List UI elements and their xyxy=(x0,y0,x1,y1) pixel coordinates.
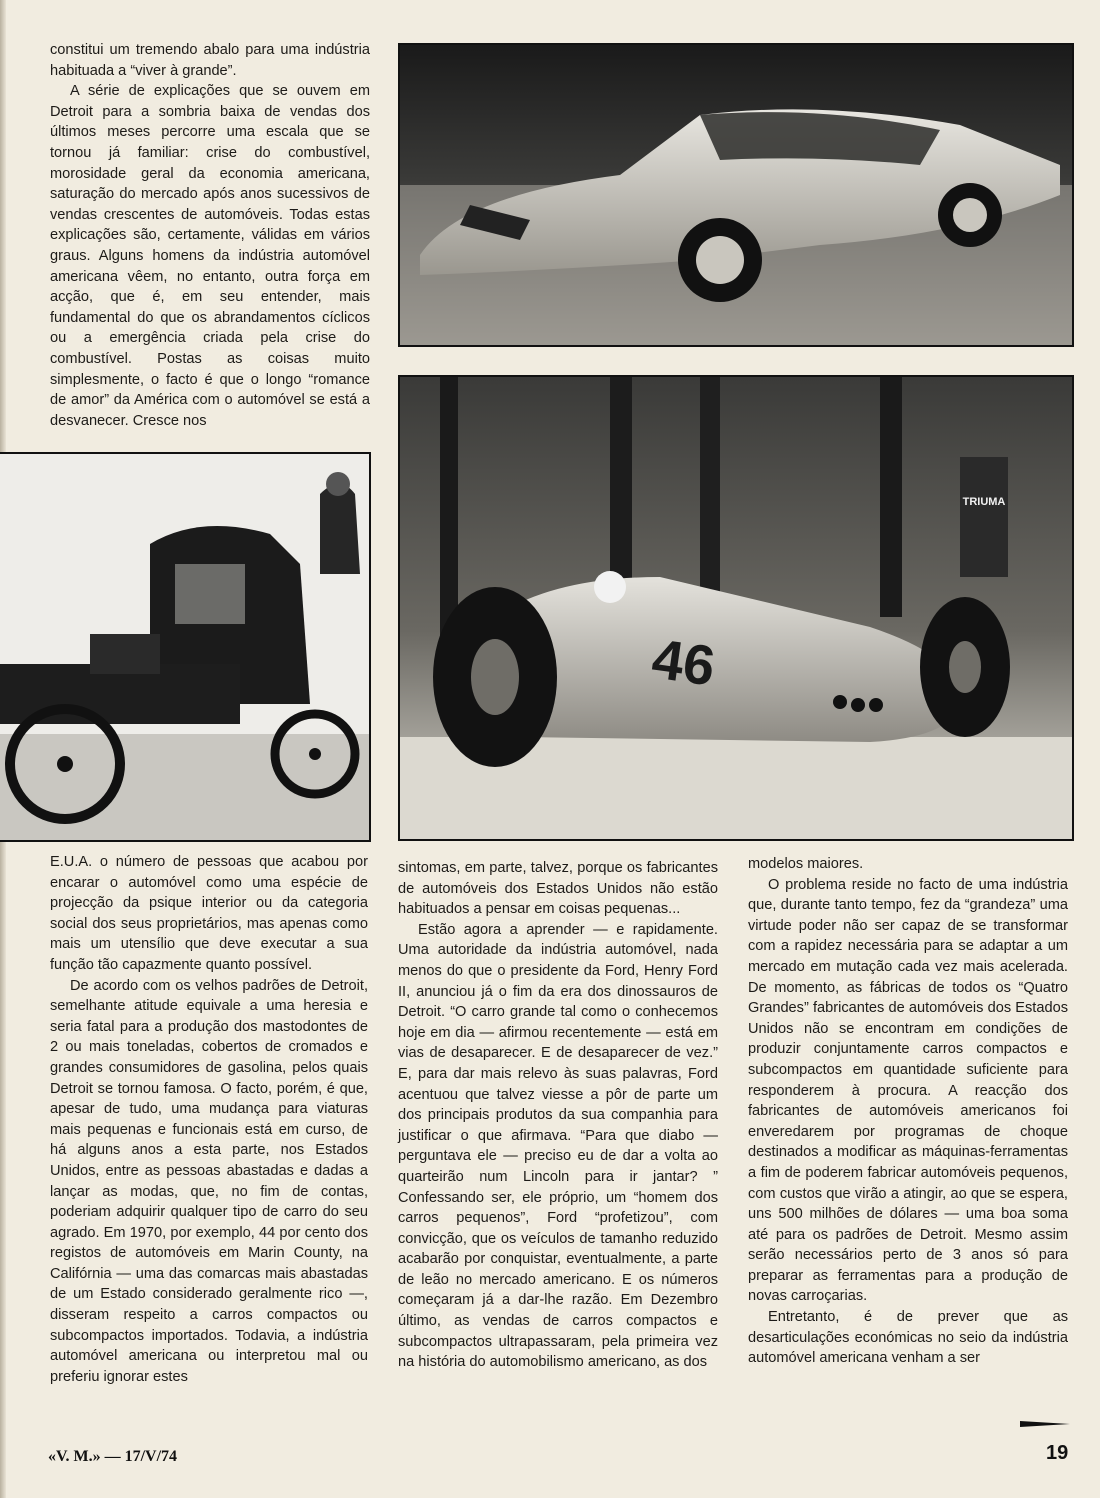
paragraph: O problema reside no facto de uma indústria que, durante tanto tempo, fez da “grandeza” uma virtude poder não ser capaz de se transformar com a rapidez necessária para se adaptar a um mercado em mutação cada vez mais acelerada. De momento, as fábricas de todos os “Quatro Grandes” fabricantes de automóveis dos Estados Unidos não se encontram em condições de produzir conjuntamente carros compactos e subcompactos em quantidade suficiente para responderem à procura. A reacção dos fabricantes de automóveis americanos foi enveredarem por programas de choque destinados a modificar as máquinas-ferramentas a fim de poderem fabricar automóveis pequenos, com custos que virão a atingir, ao que se espera, uns 500 milhões de dólares — uma boa soma até para os padrões de Detroit. Mesmo assim serão necessários perto de 3 anos só para preparar as ferramentas para a produção de novas carroçarias. xyxy=(748,876,1068,1305)
article-column-top-left xyxy=(50,40,370,431)
paragraph: Entretanto, é de prever que as desarticulações económicas no seio da indústria automóvel americana venham a ser xyxy=(748,1309,1068,1367)
paragraph: Estão agora a aprender — e rapidamente. Uma autoridade da indústria automóvel, nada menos do que o presidente da Ford, Henry Ford II, anunciou já o fim da era dos dinossauros de Detroit. “O carro grande tal como o conhecemos hoje em dia — afirmou recentemente — está em vias de desaparecer. E de desaparecer de vez.” E, para dar mais relevo às suas palavras, Ford acentuou que talvez viesse a pôr de parte um dos principais produtos da sua companhia para justificar o que afirmava. “Para que diabo — perguntava ele — preciso eu de dar a volta ao quarteirão num Lincoln para ir jantar? ” Confessando ser, ele próprio, um “homem dos carros pequenos”, Ford “profetizou”, com convicção, que os veículos de tamanho reduzido acabarão por conquistar, eventualmente, a parte de leão no mercado americano. E os números começaram já a dar-lhe razão. Em Dezembro último, as vendas de carros compactos e subcompactos ultrapassaram, pela primeira vez na história do automobilismo americano, as dos xyxy=(398,921,718,1371)
race-car-number: 46 xyxy=(648,626,719,698)
article-column-2 xyxy=(398,858,718,1373)
paragraph: A série de explicações que se ouvem em Detroit para a sombria baixa de vendas dos últimos meses percorre uma escala que se tornou já familiar: crise do combustível, morosidade geral da economia americana, saturação do mercado após anos sucessivos de vendas crescentes de automóveis. Todas estas explicações são, certamente, válidas em vários graus. Alguns homens da indústria automóvel americana vêem, no entanto, outra força em acção, que é, em seu entender, mais fundamental do que os abrandamentos cíclicos ou a emergência criada pela crise do combustível. Postas as coisas muito simplesmente, o facto é que o longo “romance de amor” da América com o automóvel se está a desvanecer. Cresce nos xyxy=(50,83,370,429)
paragraph: De acordo com os velhos padrões de Detroit, semelhante atitude equivale a uma heresia e seria fatal para a produção dos mastodontes de 2 ou mais toneladas, cobertos de cromados e grandes consumidores de gasolina, pelos quais Detroit se tornou famosa. O facto, porém, é que, apesar de tudo, uma mudança para viaturas mais pequenas e funcionais está em curso, de há alguns anos a esta parte, nos Estados Unidos, entre as pessoas abastadas e dadas a lançar as modas, que, no fim de contas, poderiam adquirir qualquer tipo de carro do seu agrado. Em 1970, por exemplo, 44 por cento dos registos de automóveis em Marin County, na Califórnia — uma das comarcas mais abastadas de um Estado considerado geralmente rico —, disseram respeito a carros compactos ou subcompactos importados. Todavia, a indústria automóvel americana ou interpretou mal ou preferiu ignorar estes xyxy=(50,977,368,1385)
paragraph: modelos maiores. xyxy=(748,856,864,872)
page-number: 19 xyxy=(1046,1442,1069,1464)
paragraph: sintomas, em parte, talvez, porque os fabricantes de automóveis dos Estados Unidos não estão habituados a pensar em coisas pequenas... xyxy=(398,860,718,918)
road-sign-text: TRIUMA xyxy=(962,496,1006,508)
article-column-3 xyxy=(748,854,1068,1369)
photo-race-car xyxy=(398,375,1074,841)
magazine-footer: «V. M.» — 17/V/74 xyxy=(48,1448,178,1465)
photo-antique-car xyxy=(0,452,371,842)
article-column-1 xyxy=(50,852,368,1387)
photo-concept-car xyxy=(398,43,1074,347)
paragraph: constitui um tremendo abalo para uma indústria habituada a “viver à grande”. xyxy=(50,42,370,79)
continue-arrow-icon xyxy=(1020,1420,1070,1428)
paragraph: E.U.A. o número de pessoas que acabou por encarar o automóvel como uma espécie de projecção da psique interior ou da categoria social dos seus proprietários, mas apenas como mais um utensílio que deve executar a sua função tão capazmente quanto possível. xyxy=(50,854,368,973)
